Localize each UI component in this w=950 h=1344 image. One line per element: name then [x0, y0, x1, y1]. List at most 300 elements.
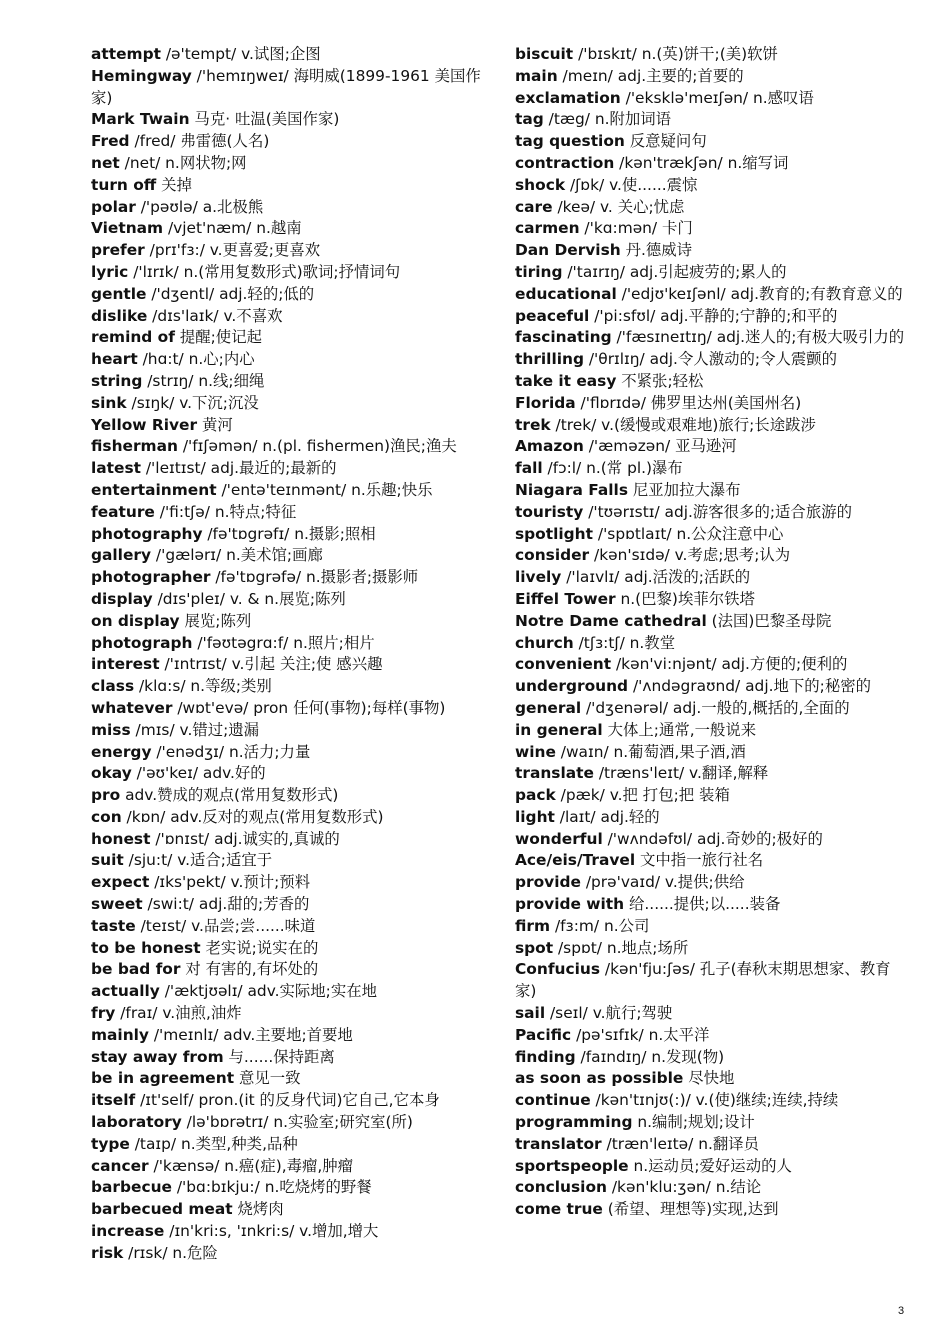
vocab-entry [91, 240, 489, 262]
vocab-word: Amazon [515, 437, 584, 456]
vocab-entry [91, 502, 489, 524]
vocab-word: shock [515, 175, 566, 194]
vocab-definition: /'laɪvlɪ/ adj.活泼的;活跃的 [561, 568, 751, 587]
vocab-definition: /dɪs'pleɪ/ v. & n.展览;陈列 [152, 589, 346, 608]
vocab-word: trek [515, 415, 551, 434]
vocab-definition: 与......保持距离 [223, 1047, 335, 1066]
vocab-word: as soon as possible [515, 1069, 684, 1088]
vocab-entry [91, 676, 489, 698]
vocab-definition: 烧烤肉 [232, 1200, 284, 1219]
vocab-definition: /laɪt/ adj.轻的 [554, 807, 660, 826]
vocab-word: come true [515, 1200, 603, 1219]
vocab-entry [91, 131, 489, 153]
vocab-definition: /tʃɜ:tʃ/ n.教堂 [573, 633, 676, 652]
vocab-entry [515, 1112, 911, 1134]
vocab-definition: /strɪŋ/ n.线;细绳 [142, 371, 265, 390]
vocab-definition: 黄河 [197, 415, 233, 434]
vocab-word: sail [515, 1004, 546, 1023]
vocab-definition: /'leɪtɪst/ adj.最近的;最新的 [140, 459, 337, 478]
vocab-definition: /'ɒnɪst/ adj.诚实的,真诚的 [150, 829, 340, 848]
vocab-entry [515, 720, 911, 742]
vocab-word: energy [91, 742, 152, 761]
vocab-definition: /'wʌndəfʊl/ adj.奇妙的;极好的 [602, 829, 823, 848]
vocab-definition: /swi:t/ adj.甜的;芳香的 [142, 895, 310, 914]
vocab-word: photographer [91, 568, 211, 587]
vocab-definition: /'hemɪŋweɪ/ 海明威(1899-1961 美国作家) [91, 66, 481, 107]
vocab-word: wine [515, 742, 556, 761]
vocab-entry [515, 197, 911, 219]
vocab-definition: /ɪn'kri:s, 'ɪnkri:s/ v.增加,增大 [164, 1222, 379, 1241]
vocab-definition: /'pəʊlə/ a.北极熊 [135, 197, 264, 216]
vocab-word: net [91, 153, 120, 172]
vocab-definition: 给......提供;以.....装备 [624, 895, 781, 914]
vocab-entry [91, 415, 489, 437]
vocab-word: polar [91, 197, 136, 216]
vocab-word: sportspeople [515, 1156, 629, 1175]
vocab-entry [91, 589, 489, 611]
vocab-word: whatever [91, 698, 173, 717]
vocab-entry [91, 349, 489, 371]
vocab-definition: /trek/ v.(缓慢或艰难地)旅行;长途跋涉 [550, 415, 816, 434]
vocab-word: spot [515, 938, 554, 957]
vocab-word: main [515, 66, 558, 85]
vocab-entry [91, 306, 489, 328]
vocab-definition: n.运动员;爱好运动的人 [628, 1156, 792, 1175]
vocab-definition: /tæg/ n.附加词语 [543, 110, 672, 129]
vocab-entry [515, 436, 911, 458]
vocab-entry [91, 916, 489, 938]
vocab-entry [515, 872, 911, 894]
vocab-entry [515, 916, 911, 938]
vocab-definition: /ɪt'self/ pron.(it 的反身代词)它自己,它本身 [135, 1091, 440, 1110]
vocab-word: fry [91, 1004, 116, 1023]
vocab-word: Yellow River [91, 415, 198, 434]
vocab-definition: /'əʊ'keɪ/ adv.好的 [131, 764, 266, 783]
vocab-word: tiring [515, 262, 563, 281]
vocab-word: fisherman [91, 437, 178, 456]
vocab-definition: /'ɪntrɪst/ v.引起 关注;使 感兴趣 [159, 655, 383, 674]
vocab-entry [91, 436, 489, 458]
vocab-definition: /træn'leɪtə/ n.翻译员 [601, 1134, 760, 1153]
vocab-entry [515, 1156, 911, 1178]
vocab-entry [91, 44, 489, 66]
vocab-entry [91, 742, 489, 764]
vocab-entry [91, 1134, 489, 1156]
vocab-entry [91, 654, 489, 676]
vocab-definition: /fred/ 弗雷德(人名) [129, 132, 270, 151]
vocab-word: translator [515, 1134, 602, 1153]
vocab-word: stay away from [91, 1047, 224, 1066]
left-column [91, 44, 489, 1265]
vocab-definition: 大体上;通常,一般说来 [602, 720, 757, 739]
vocab-entry [91, 371, 489, 393]
vocab-definition: /fɜ:m/ n.公司 [550, 916, 650, 935]
vocab-definition: /'enədʒɪ/ n.活力;力量 [151, 742, 311, 761]
vocab-word: Niagara Falls [515, 480, 628, 499]
vocab-word: peaceful [515, 306, 590, 325]
vocab-word: contraction [515, 153, 615, 172]
vocab-definition: /klɑ:s/ n.等级;类别 [134, 677, 272, 696]
vocab-definition: 关掉 [156, 175, 192, 194]
vocab-definition: /'tʊərɪstɪ/ adj.游客很多的;适合旅游的 [583, 502, 852, 521]
vocab-entry [515, 894, 911, 916]
vocab-definition: n.(巴黎)埃菲尔铁塔 [615, 589, 755, 608]
vocab-definition: /ʃɒk/ v.使......震惊 [565, 175, 698, 194]
vocab-definition: /'eksklə'meɪʃən/ n.感叹语 [620, 88, 814, 107]
vocab-word: to be honest [91, 938, 201, 957]
vocab-definition: /træns'leɪt/ v.翻译,解释 [593, 764, 769, 783]
vocab-definition: /prə'vaɪd/ v.提供;供给 [580, 873, 745, 892]
vocab-word: heart [91, 350, 138, 369]
vocab-definition: /'æktjʊəlɪ/ adv.实际地;实在地 [159, 982, 378, 1001]
vocab-entry [91, 109, 489, 131]
vocab-definition: /hɑ:t/ n.心;内心 [137, 350, 255, 369]
vocab-word: barbecued meat [91, 1200, 233, 1219]
vocab-entry [515, 262, 911, 284]
vocab-entry [515, 393, 911, 415]
vocab-word: be bad for [91, 960, 181, 979]
vocab-word: wonderful [515, 829, 603, 848]
vocab-definition: /'dʒenərəl/ adj.一般的,概括的,全面的 [581, 698, 850, 717]
vocab-entry [91, 938, 489, 960]
vocab-entry [515, 306, 911, 328]
vocab-entry [515, 1134, 911, 1156]
vocab-word: exclamation [515, 88, 621, 107]
vocab-definition: /mɪs/ v.错过;遗漏 [130, 720, 260, 739]
vocab-entry [91, 153, 489, 175]
vocab-entry [91, 611, 489, 633]
vocab-word: string [91, 371, 143, 390]
vocab-word: light [515, 807, 555, 826]
vocab-entry [91, 829, 489, 851]
vocab-word: underground [515, 677, 629, 696]
vocab-word: church [515, 633, 574, 652]
vocab-entry [91, 1221, 489, 1243]
vocab-word: dislike [91, 306, 148, 325]
vocab-entry [515, 502, 911, 524]
vocab-word: prefer [91, 241, 145, 260]
vocab-word: be in agreement [91, 1069, 235, 1088]
vocab-word: consider [515, 546, 590, 565]
vocab-word: continue [515, 1091, 591, 1110]
vocab-definition: /net/ n.网状物;网 [119, 153, 247, 172]
vocab-definition: /faɪndɪŋ/ n.发现(物) [575, 1047, 725, 1066]
vocab-word: Dan Dervish [515, 241, 621, 260]
vocab-definition: 对 有害的,有坏处的 [180, 960, 319, 979]
vocab-definition: 老实说;说实在的 [200, 938, 319, 957]
vocab-definition: /kən'tɪnjʊ(:)/ v.(使)继续;连续,持续 [590, 1091, 839, 1110]
vocab-word: sweet [91, 895, 143, 914]
vocab-word: pack [515, 786, 556, 805]
vocab-definition: /'fi:tʃə/ n.特点;特征 [154, 502, 297, 521]
vocab-word: finding [515, 1047, 576, 1066]
vocab-definition: /'entə'teɪnmənt/ n.乐趣;快乐 [216, 480, 433, 499]
vocab-definition: /fə'tɒgrəfə/ n.摄影者;摄影师 [210, 568, 419, 587]
vocab-definition: /'æməzən/ 亚马逊河 [583, 437, 737, 456]
vocab-definition: /seɪl/ v.航行;驾驶 [545, 1004, 673, 1023]
vocab-word: entertainment [91, 480, 217, 499]
vocab-entry [91, 1199, 489, 1221]
vocab-definition: /kən'vi:njənt/ adj.方便的;便利的 [611, 655, 848, 674]
vocab-definition: 意见一致 [234, 1069, 301, 1088]
vocab-definition: n.编制;规划;设计 [632, 1113, 755, 1132]
vocab-word: Confucius [515, 960, 600, 979]
vocab-word: spotlight [515, 524, 593, 543]
vocab-definition: /fə'tɒgrəfɪ/ n.摄影;照相 [202, 524, 376, 543]
vocab-word: Mark Twain [91, 110, 190, 129]
vocab-definition: /'ʌndəgraʊnd/ adj.地下的;秘密的 [628, 677, 872, 696]
vocab-word: Hemingway [91, 66, 192, 85]
vocab-entry [91, 218, 489, 240]
vocab-definition: /vjet'næm/ n.越南 [163, 219, 302, 238]
vocab-definition: 尼亚加拉大瀑布 [628, 480, 741, 499]
vocab-word: biscuit [515, 45, 574, 63]
vocab-word: itself [91, 1091, 136, 1110]
vocab-word: conclusion [515, 1178, 607, 1197]
vocab-entry [91, 567, 489, 589]
vocab-word: fascinating [515, 328, 612, 347]
vocab-definition: 尽快地 [683, 1069, 735, 1088]
vocab-word: photography [91, 524, 203, 543]
vocab-entry [515, 480, 911, 502]
vocab-entry [91, 262, 489, 284]
vocab-entry [91, 1090, 489, 1112]
vocab-entry [515, 1090, 911, 1112]
vocab-definition: /fraɪ/ v.油煎,油炸 [115, 1004, 242, 1023]
vocab-entry [515, 1047, 911, 1069]
vocab-entry [515, 88, 911, 110]
vocab-word: care [515, 197, 553, 216]
vocab-definition: /'pi:sfʊl/ adj.平静的;宁静的;和平的 [589, 306, 838, 325]
vocab-definition: /'spɒtlaɪt/ n.公众注意中心 [593, 524, 784, 543]
vocab-definition: /'bɪskɪt/ n.(英)饼干;(美)软饼 [573, 45, 778, 63]
vocab-entry [515, 284, 911, 306]
vocab-entry [91, 698, 489, 720]
vocab-entry [515, 327, 911, 349]
vocab-definition: /'kænsə/ n.癌(症),毒瘤,肿瘤 [148, 1156, 354, 1175]
vocab-word: cancer [91, 1156, 149, 1175]
vocab-definition: /spɒt/ n.地点;场所 [553, 938, 689, 957]
vocab-definition: /sju:t/ v.适合;适宜于 [123, 851, 273, 870]
vocab-entry [515, 654, 911, 676]
vocab-word: convenient [515, 655, 612, 674]
vocab-word: tag [515, 110, 544, 129]
vocab-definition: /teɪst/ v.品尝;尝......味道 [135, 916, 316, 935]
vocab-entry [91, 872, 489, 894]
vocab-entry [91, 458, 489, 480]
vocab-definition: /ə'tempt/ v.试图;企图 [160, 45, 321, 63]
vocab-entry [515, 938, 911, 960]
vocab-definition: adv.赞成的观点(常用复数形式) [120, 786, 339, 805]
vocab-definition: 提醒;使记起 [174, 328, 262, 347]
vocab-entry [515, 371, 911, 393]
vocab-word: provide with [515, 895, 625, 914]
vocab-word: remind of [91, 328, 175, 347]
vocab-word: Eiffel Tower [515, 589, 616, 608]
vocab-definition: /kən'klu:ʒən/ n.结论 [606, 1178, 762, 1197]
vocab-entry [91, 284, 489, 306]
vocab-word: general [515, 698, 582, 717]
vocab-entry [515, 153, 911, 175]
vocab-word: fall [515, 459, 543, 478]
vocab-entry [91, 545, 489, 567]
vocab-entry [515, 698, 911, 720]
vocab-entry [515, 175, 911, 197]
vocab-definition: /sɪŋk/ v.下沉;沉没 [126, 393, 259, 412]
vocab-definition: /'taɪrɪŋ/ adj.引起疲劳的;累人的 [562, 262, 787, 281]
vocab-entry [91, 633, 489, 655]
page-number: 3 [898, 1305, 905, 1317]
vocab-word: Pacific [515, 1025, 572, 1044]
vocab-entry [91, 807, 489, 829]
vocab-entry [91, 1047, 489, 1069]
vocab-definition: /prɪ'fɜ:/ v.更喜爱;更喜欢 [144, 241, 321, 260]
vocab-entry [91, 981, 489, 1003]
vocab-entry [515, 567, 911, 589]
vocab-entry [515, 1199, 911, 1221]
vocab-entry [91, 480, 489, 502]
vocab-entry [91, 720, 489, 742]
vocab-definition: /'meɪnlɪ/ adv.主要地;首要地 [148, 1025, 353, 1044]
vocab-word: expect [91, 873, 150, 892]
vocab-definition: /'dʒentl/ adj.轻的;低的 [146, 284, 315, 303]
vocab-word: tag question [515, 132, 625, 151]
vocab-word: translate [515, 764, 594, 783]
vocab-definition: (法国)巴黎圣母院 [706, 611, 832, 630]
vocab-definition: 反意疑问句 [624, 132, 707, 151]
vocab-definition: /pə'sɪfɪk/ n.太平洋 [571, 1025, 710, 1044]
vocab-word: Notre Dame cathedral [515, 611, 707, 630]
vocab-definition: (希望、理想等)实现,达到 [602, 1200, 779, 1219]
vocab-word: attempt [91, 45, 161, 63]
vocab-definition: /'fɪʃəmən/ n.(pl. fishermen)渔民;渔夫 [177, 437, 457, 456]
vocab-entry [515, 349, 911, 371]
vocab-entry [515, 1068, 911, 1090]
vocab-definition: /taɪp/ n.类型,种类,品种 [129, 1134, 298, 1153]
vocab-definition: /'θrɪlɪŋ/ adj.令人激动的;令人震颤的 [583, 350, 838, 369]
vocab-word: latest [91, 459, 141, 478]
vocab-word: Ace/eis/Travel [515, 851, 636, 870]
vocab-entry [515, 807, 911, 829]
vocab-entry [91, 850, 489, 872]
vocab-word: photograph [91, 633, 193, 652]
vocab-word: take it easy [515, 371, 617, 390]
vocab-word: barbecue [91, 1178, 172, 1197]
vocab-entry [515, 589, 911, 611]
vocab-definition: /'bɑ:bɪkju:/ n.吃烧烤的野餐 [171, 1178, 372, 1197]
vocab-definition: /pæk/ v.把 打包;把 装箱 [555, 786, 730, 805]
vocab-word: carmen [515, 219, 580, 238]
vocab-word: firm [515, 916, 551, 935]
vocab-definition: /ɪks'pekt/ v.预计;预料 [149, 873, 311, 892]
vocab-entry [91, 524, 489, 546]
vocab-definition: /'lɪrɪk/ n.(常用复数形式)歌词;抒情词句 [128, 262, 401, 281]
vocab-entry [515, 1025, 911, 1047]
vocab-entry [91, 785, 489, 807]
vocab-word: increase [91, 1222, 165, 1241]
vocab-word: okay [91, 764, 132, 783]
vocab-entry [515, 676, 911, 698]
vocab-entry [515, 785, 911, 807]
vocab-entry [515, 415, 911, 437]
vocab-definition: /kən'sɪdə/ v.考虑;思考;认为 [589, 546, 791, 565]
vocab-definition: 丹.德威诗 [620, 241, 693, 260]
vocab-word: honest [91, 829, 151, 848]
vocab-entry [515, 44, 911, 66]
vocab-entry [515, 1003, 911, 1025]
vocab-word: mainly [91, 1025, 149, 1044]
vocab-definition: /kən'trækʃən/ n.缩写词 [614, 153, 789, 172]
vocab-word: actually [91, 982, 160, 1001]
vocab-word: suit [91, 851, 124, 870]
vocab-entry [91, 1112, 489, 1134]
vocab-entry [515, 959, 911, 1003]
vocab-definition: /fɔ:l/ n.(常 pl.)瀑布 [542, 459, 683, 478]
vocab-word: gallery [91, 546, 152, 565]
vocab-definition: /meɪn/ adj.主要的;首要的 [557, 66, 744, 85]
vocab-word: con [91, 807, 122, 826]
vocab-word: provide [515, 873, 581, 892]
vocab-entry [91, 175, 489, 197]
vocab-entry [515, 131, 911, 153]
vocab-definition: /'edjʊ'keɪʃənl/ adj.教育的;有教育意义的 [616, 284, 903, 303]
vocab-word: in general [515, 720, 603, 739]
vocab-entry [515, 742, 911, 764]
vocab-entry [91, 1068, 489, 1090]
vocab-entry [91, 1177, 489, 1199]
vocab-word: Florida [515, 393, 576, 412]
vocab-definition: /'fæsɪneɪtɪŋ/ adj.迷人的;有极大吸引力的 [611, 328, 905, 347]
vocab-entry [515, 850, 911, 872]
vocab-entry [515, 1177, 911, 1199]
vocab-entry [515, 66, 911, 88]
vocab-entry [91, 1243, 489, 1265]
vocab-entry [91, 197, 489, 219]
vocab-entry [515, 240, 911, 262]
vocab-entry [515, 109, 911, 131]
vocab-entry [515, 611, 911, 633]
vocab-word: gentle [91, 284, 147, 303]
vocab-definition: /lə'bɒrətrɪ/ n.实验室;研究室(所) [181, 1113, 413, 1132]
vocab-entry [515, 829, 911, 851]
vocab-definition: 文中指一旅行社名 [635, 851, 764, 870]
right-column [515, 44, 911, 1221]
vocab-entry [515, 633, 911, 655]
vocab-word: lively [515, 568, 562, 587]
vocab-entry [91, 327, 489, 349]
vocab-entry [91, 894, 489, 916]
vocab-definition: /keə/ v. 关心;忧虑 [552, 197, 685, 216]
vocab-definition: /'kɑ:mən/ 卡门 [579, 219, 693, 238]
vocab-definition: /rɪsk/ n.危险 [123, 1243, 218, 1262]
vocab-word: miss [91, 720, 131, 739]
vocab-word: laboratory [91, 1113, 182, 1132]
vocab-word: interest [91, 655, 160, 674]
vocab-entry [515, 218, 911, 240]
vocab-word: risk [91, 1243, 124, 1262]
vocab-entry [91, 959, 489, 981]
vocab-word: turn off [91, 175, 157, 194]
vocab-word: thrilling [515, 350, 584, 369]
vocab-word: touristy [515, 502, 584, 521]
vocab-word: Fred [91, 132, 130, 151]
vocab-entry [91, 1156, 489, 1178]
vocab-word: feature [91, 502, 155, 521]
vocab-word: Vietnam [91, 219, 164, 238]
vocab-word: taste [91, 916, 136, 935]
vocab-word: pro [91, 786, 121, 805]
vocab-definition: 展览;陈列 [179, 611, 252, 630]
